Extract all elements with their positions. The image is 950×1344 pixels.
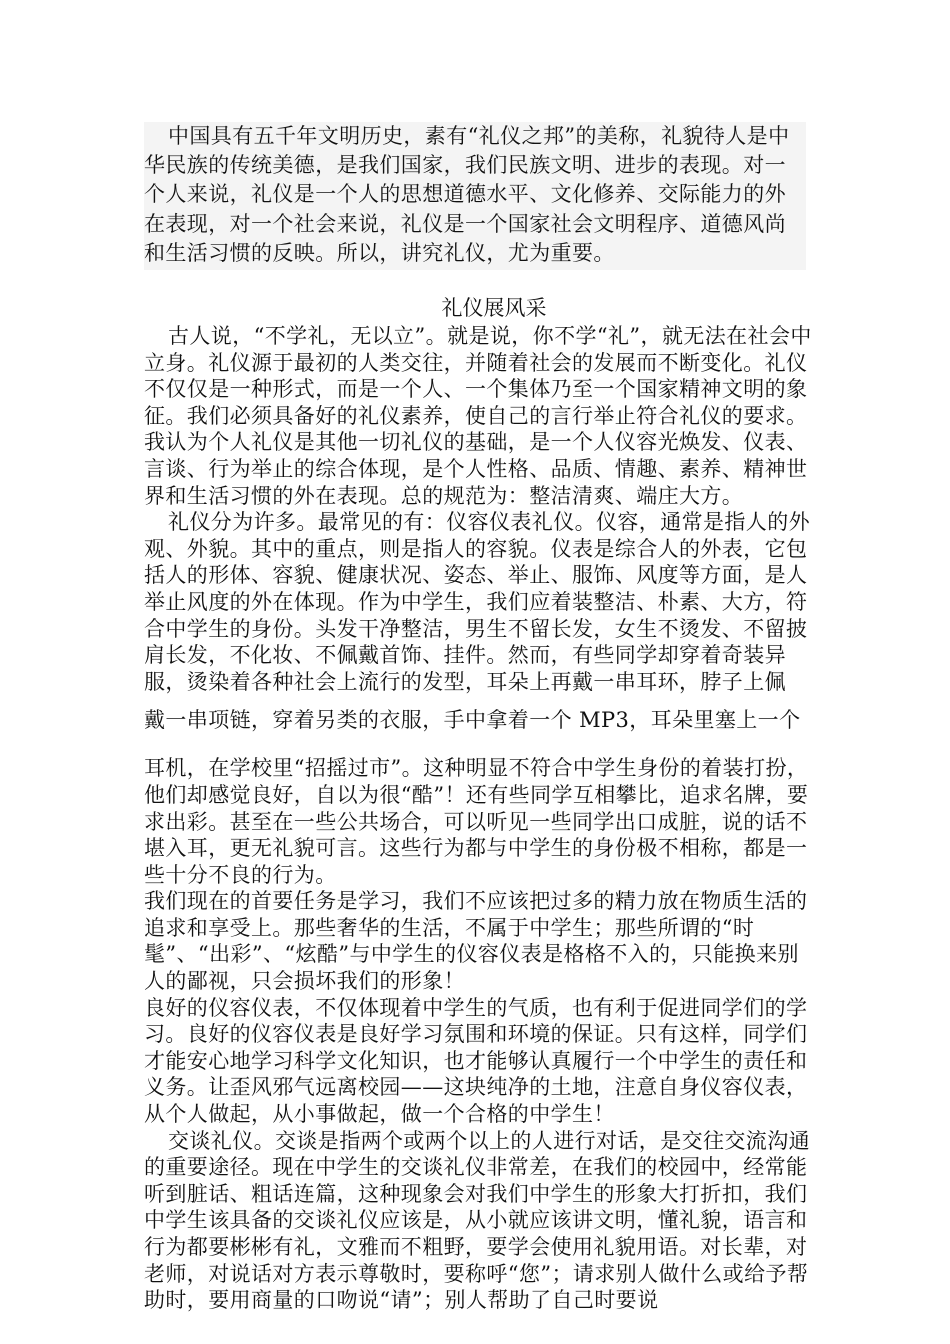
paragraph-5-text: 交谈礼仪。交谈是指两个或两个以上的人进行对话，是交往交流沟通的重要途径。现在中学生的交谈礼仪非常差，在我们的校园中，经常能听到脏话、粗话连篇，这种现象会对我们中学生的形象大打折扣，我们中学生该具备的交谈礼仪应该是，从小就应该讲文明，懂礼貌，语言和行为都要彬彬有礼，文雅而不粗野，要学会使用礼貌用语。对长辈，对老师，对说话对方表示尊敬时，要称呼“您”；请求别人做什么或给予帮助时，要用商量的口吻说“请”；别人帮助了自己时要说 xyxy=(144,1128,810,1313)
paragraph-2-line-c: 耳机，在学校里“招摇过市”。这种明显不符合中学生身份的着装打扮，他们却感觉良好，自以为很“酷”！还有些同学互相攀比，追求名牌，要求出彩。甚至在一些公共场合，可以听见一些同学出口成脏，说的话不堪入耳，更无礼貌可言。这些行为都与中学生的身份极不相称，都是一些十分不良的行为。 xyxy=(144,756,809,887)
paragraph-5 xyxy=(144,1128,814,1314)
paragraph-2 xyxy=(144,509,814,695)
paragraph-1-text: 古人说，“不学礼，无以立”。就是说，你不学“礼”，就无法在社会中立身。礼仪源于最初的人类交往，并随着社会的发展而不断变化。礼仪不仅仅是一种形式，而是一个人、一个集体乃至一个国家精神文明的象征。我们必须具备好的礼仪素养，使自己的言行举止符合礼仪的要求。我认为个人礼仪是其他一切礼仪的基础，是一个人仪容光焕发、仪表、言谈、行为举止的综合体现，是个人性格、品质、情趣、素养、精神世界和生活习惯的外在表现。总的规范为：整洁清爽、端庄大方。 xyxy=(144,324,812,508)
paragraph-1 xyxy=(144,323,814,509)
section-heading: 礼仪展风采 xyxy=(441,296,547,321)
intro-paragraph xyxy=(144,122,806,270)
paragraph-2-line-b: 戴一串项链，穿着另类的衣服，手中拿着一个 MP3，耳朵里塞上一个 xyxy=(144,708,801,733)
paragraph-4: 良好的仪容仪表，不仅体现着中学生的气质，也有利于促进同学们的学习。良好的仪容仪表是良好学习氛围和环境的保证。只有这样，同学们才能安心地学习科学文化知识，也才能够认真履行一个中学生的责任和义务。让歪风邪气远离校园——这块纯净的土地，注意自身仪容仪表，从个人做起，从小事做起，做一个合格的中学生！ xyxy=(144,995,808,1127)
intro-text: 中国具有五千年文明历史，素有“礼仪之邦”的美称，礼貌待人是中华民族的传统美德，是我们国家，我们民族文明、进步的表现。对一个人来说，礼仪是一个人的思想道德水平、文化修养、交际能力的外在表现，对一个社会来说，礼仪是一个国家社会文明程序、道德风尚和生活习惯的反映。所以，讲究礼仪，尤为重要。 xyxy=(144,124,790,265)
document-page xyxy=(144,122,824,1314)
paragraph-2-text-a: 礼仪分为许多。最常见的有：仪容仪表礼仪。仪容，通常是指人的外观、外貌。其中的重点，则是指人的容貌。仪表是综合人的外表，它包括人的形体、容貌、健康状况、姿态、举止、服饰、风度等方面，是人举止风度的外在体现。作为中学生，我们应着装整洁、朴素、大方，符合中学生的身份。头发干净整洁，男生不留长发，女生不烫发、不留披肩长发，不化妆、不佩戴首饰、挂件。然而，有些同学却穿着奇装异服，烫染着各种社会上流行的发型，耳朵上再戴一串耳环，脖子上佩 xyxy=(144,510,810,694)
paragraph-3: 我们现在的首要任务是学习，我们不应该把过多的精力放在物质生活的追求和享受上。那些奢华的生活，不属于中学生；那些所谓的“时髦”、“出彩”、“炫酷”与中学生的仪容仪表是格格不入的，只能换来别人的鄙视，只会损坏我们的形象！ xyxy=(144,889,808,994)
